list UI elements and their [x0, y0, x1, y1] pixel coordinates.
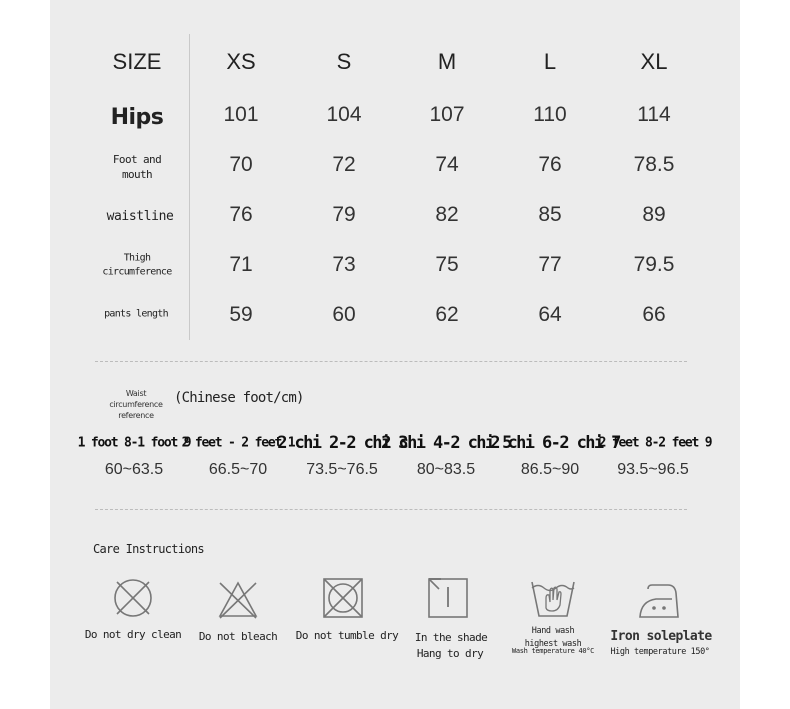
no-dry-clean-icon	[112, 577, 154, 619]
table-cell: 64	[538, 303, 562, 326]
table-cell: 78.5	[633, 153, 675, 176]
table-cell: 85	[538, 203, 562, 226]
row-label-foot-and-mouth: Foot and mouth	[112, 153, 162, 181]
row-label-hips: Hips	[110, 105, 164, 131]
row-label-thigh-circumference: Thigh circumference	[102, 252, 172, 277]
table-cell: 74	[435, 153, 459, 176]
size-xs-header: XS	[226, 49, 256, 74]
table-cell: 89	[642, 203, 666, 226]
waist-reference-unit: (Chinese foot/cm)	[174, 390, 304, 406]
table-cell: 101	[223, 103, 259, 126]
iron-icon	[638, 579, 680, 619]
care-caption: Do not tumble dry	[295, 629, 399, 642]
size-s-header: S	[336, 49, 352, 74]
table-cell: 82	[435, 203, 459, 226]
waist-range: 2 feet 8-2 feet 9	[598, 435, 712, 451]
waist-cm: 86.5~90	[520, 461, 580, 478]
table-cell: 62	[435, 303, 459, 326]
table-cell: 114	[637, 103, 671, 126]
waist-range: 2 feet - 2 feet 1	[181, 435, 295, 451]
waist-cm: 73.5~76.5	[306, 461, 378, 478]
table-cell: 72	[332, 153, 356, 176]
waist-cm: 66.5~70	[208, 461, 268, 478]
size-xl-header: XL	[640, 49, 668, 74]
table-cell: 59	[229, 303, 253, 326]
waist-range: 2 chi 4-2 chi 5	[381, 433, 511, 453]
table-cell: 104	[326, 103, 362, 126]
row-label-waistline: waistline	[106, 209, 174, 225]
size-header-label: SIZE	[112, 49, 162, 74]
table-cell: 79	[332, 203, 356, 226]
hand-wash-caption-line1: Hand wash highest wash	[524, 626, 582, 649]
care-caption: Do not dry clean	[84, 628, 182, 641]
waist-cm: 93.5~96.5	[617, 461, 689, 478]
care-caption: Iron soleplate	[610, 629, 712, 644]
table-cell: 107	[429, 103, 465, 126]
size-m-header: M	[437, 49, 457, 74]
shade-dry-icon	[427, 577, 469, 619]
no-bleach-icon	[216, 580, 260, 620]
care-caption: Wash temperature 40°C	[511, 647, 595, 655]
no-tumble-dry-icon	[322, 577, 364, 619]
section-divider	[95, 361, 687, 362]
waist-range: 2 chi 6-2 chi 7	[490, 433, 620, 453]
size-l-header: L	[543, 49, 557, 74]
care-caption: In the shade	[414, 631, 488, 644]
care-instructions-title: Care Instructions	[93, 542, 204, 556]
table-cell: 76	[229, 203, 253, 226]
table-cell: 70	[229, 153, 253, 176]
section-divider	[95, 509, 687, 510]
table-divider	[189, 34, 190, 340]
waist-range: 2 chi 2-2 chi 3	[277, 433, 407, 453]
table-cell: 79.5	[633, 253, 675, 276]
table-cell: 110	[533, 103, 567, 126]
waist-cm: 80~83.5	[416, 461, 476, 478]
table-cell: 60	[332, 303, 356, 326]
care-caption: Hang to dry	[416, 647, 484, 660]
table-cell: 77	[538, 253, 562, 276]
care-caption: Do not bleach	[198, 630, 278, 643]
care-caption: High temperature 150°	[610, 647, 710, 657]
waist-range: 1 foot 8-1 foot 9	[77, 435, 191, 451]
waist-reference-label: Waist circumference reference	[109, 389, 163, 421]
waist-cm: 60~63.5	[104, 461, 164, 478]
table-cell: 71	[229, 253, 253, 276]
hand-wash-icon	[530, 578, 576, 618]
table-cell: 73	[332, 253, 356, 276]
table-cell: 66	[642, 303, 666, 326]
table-cell: 76	[538, 153, 562, 176]
row-label-pants-length: pants length	[104, 308, 168, 320]
table-cell: 75	[435, 253, 459, 276]
